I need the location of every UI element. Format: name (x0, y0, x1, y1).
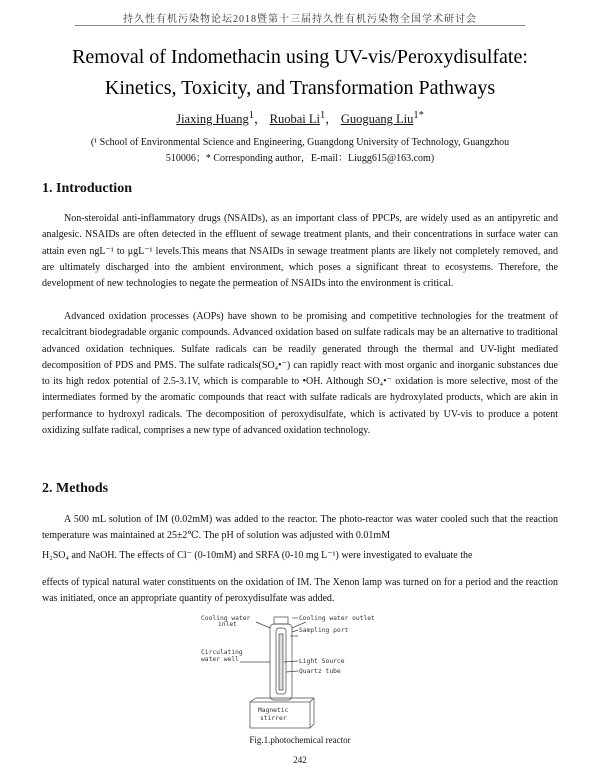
label-sampling-port: Sampling port (299, 627, 349, 634)
affiliation-line-1: (¹ School of Environmental Science and Engineering, Guangdong University of Technology, Guangzhou (90, 137, 510, 148)
label-light-source: Light Source (299, 658, 345, 665)
intro-paragraph-1: Non-steroidal anti-inflammatory drugs (NSAIDs), as an important class of PPCPs, are widely used as an antipyretic and analgesic. NSAIDs are often detected in the effluent of sewage treatment plants, and their concentrations in surface water can attain even ngL⁻¹ to μgL⁻¹ levels.This means that NSAIDs in sewage treatment plants are likely not completely removed, and are ultimately discharged into the ambient environment, which poses a significant threat to ecosystems. Therefore, the development of new technologies to negate the permeation of NSAIDs into the environment is critical. (42, 213, 558, 290)
label-magnetic-stirrer-2: stirrer (260, 715, 287, 722)
author-sep: ， (325, 112, 338, 126)
reactor-top-cap (274, 617, 288, 624)
label-cooling-inlet: Cooling water (201, 615, 251, 622)
label-magnetic-stirrer: Magnetic (258, 707, 289, 714)
light-source-lamp (279, 634, 283, 690)
paper-title-line-1: Removal of Indomethacin using UV-vis/Peroxydisulfate: (72, 46, 528, 68)
author-sup: 1 (248, 109, 254, 121)
author-list (0, 109, 600, 127)
author-name: Guoguang Liu (340, 112, 414, 126)
figure-caption: Fig.1.photochemical reactor (249, 735, 351, 745)
methods-paragraph-3: effects of typical natural water constituents on the oxidation of IM. The Xenon lamp was turned on for a period and the reaction was initiated, once an appropriate quantity of peroxydisulfate was added. (42, 577, 558, 605)
label-circulating: Circulating (201, 649, 243, 656)
author-name: Ruobai Li (269, 112, 320, 126)
running-header: 持久性有机污染物论坛2018暨第十三届持久性有机污染物全国学术研讨会 (123, 14, 477, 25)
paper-title-line-2: Kinetics, Toxicity, and Transformation Pathways (104, 77, 496, 99)
section-heading-introduction: 1. Introduction (42, 181, 132, 196)
intro-paragraph-2: Advanced oxidation processes (AOPs) have shown to be promising and competitive technologies for the treatment of recalcitrant biodegradable organic compounds. Advanced oxidation based on sulfate radicals may be an alternative to traditional advanced oxidation techniques. Sulfate radicals can be readily generated through the thermal and UV-light mediated decomposition of PDS and PMS. The sulfate radicals(SO₄•⁻) can rapidly react with most organic and inorganic substances due to its high redox potential of 2.5-3.1V, which is comparable to •OH. Although SO₄•⁻ oxidation is more selective, most of the intermediates formed by the aromatic compounds that react with sulfate radicals are hydroxylated products, which are akin in performance to hydroxyl radicals. The decomposition of peroxydisulfate, which is activated by UV-vis to produce a potent oxidizing sulfate radical, comprises a new type of advanced oxidation technology. (42, 311, 558, 437)
label-cooling-outlet: Cooling water outlet (299, 615, 375, 622)
header-rule (75, 25, 525, 26)
author-sup: 1* (413, 109, 424, 121)
label-circulating-2: water well (201, 656, 239, 663)
inlet-pipe (256, 622, 270, 628)
author-sep: ， (253, 112, 267, 126)
leader-line (292, 630, 298, 632)
section-heading-methods: 2. Methods (42, 481, 109, 496)
author-name: Jiaxing Huang (176, 112, 249, 126)
label-cooling-inlet-2: inlet (218, 621, 237, 628)
author-sup: 1 (319, 109, 326, 121)
affiliation-line-2: 510006；* Corresponding author，E-mail：Liugg615@163.com) (165, 153, 435, 164)
stirrer-box-edge (310, 698, 314, 702)
leader-line (286, 671, 298, 672)
stirrer-box-edge (250, 698, 256, 702)
methods-paragraph-2: H₂SO₄ and NaOH. The effects of Cl⁻ (0-10mM) and SRFA (0-10 mg L⁻¹) were investigated to evaluate the (42, 550, 473, 561)
reactor-figure (198, 614, 408, 732)
methods-paragraph-1: A 500 mL solution of IM (0.02mM) was added to the reactor. The photo-reactor was water cooled such that the reaction temperature was maintained at 25±2℃. The pH of solution was adjusted with 0.01mM (42, 514, 558, 542)
label-quartz-tube: Quartz tube (299, 668, 341, 675)
stirrer-box-edge (310, 724, 314, 728)
page-number: 242 (293, 755, 307, 765)
